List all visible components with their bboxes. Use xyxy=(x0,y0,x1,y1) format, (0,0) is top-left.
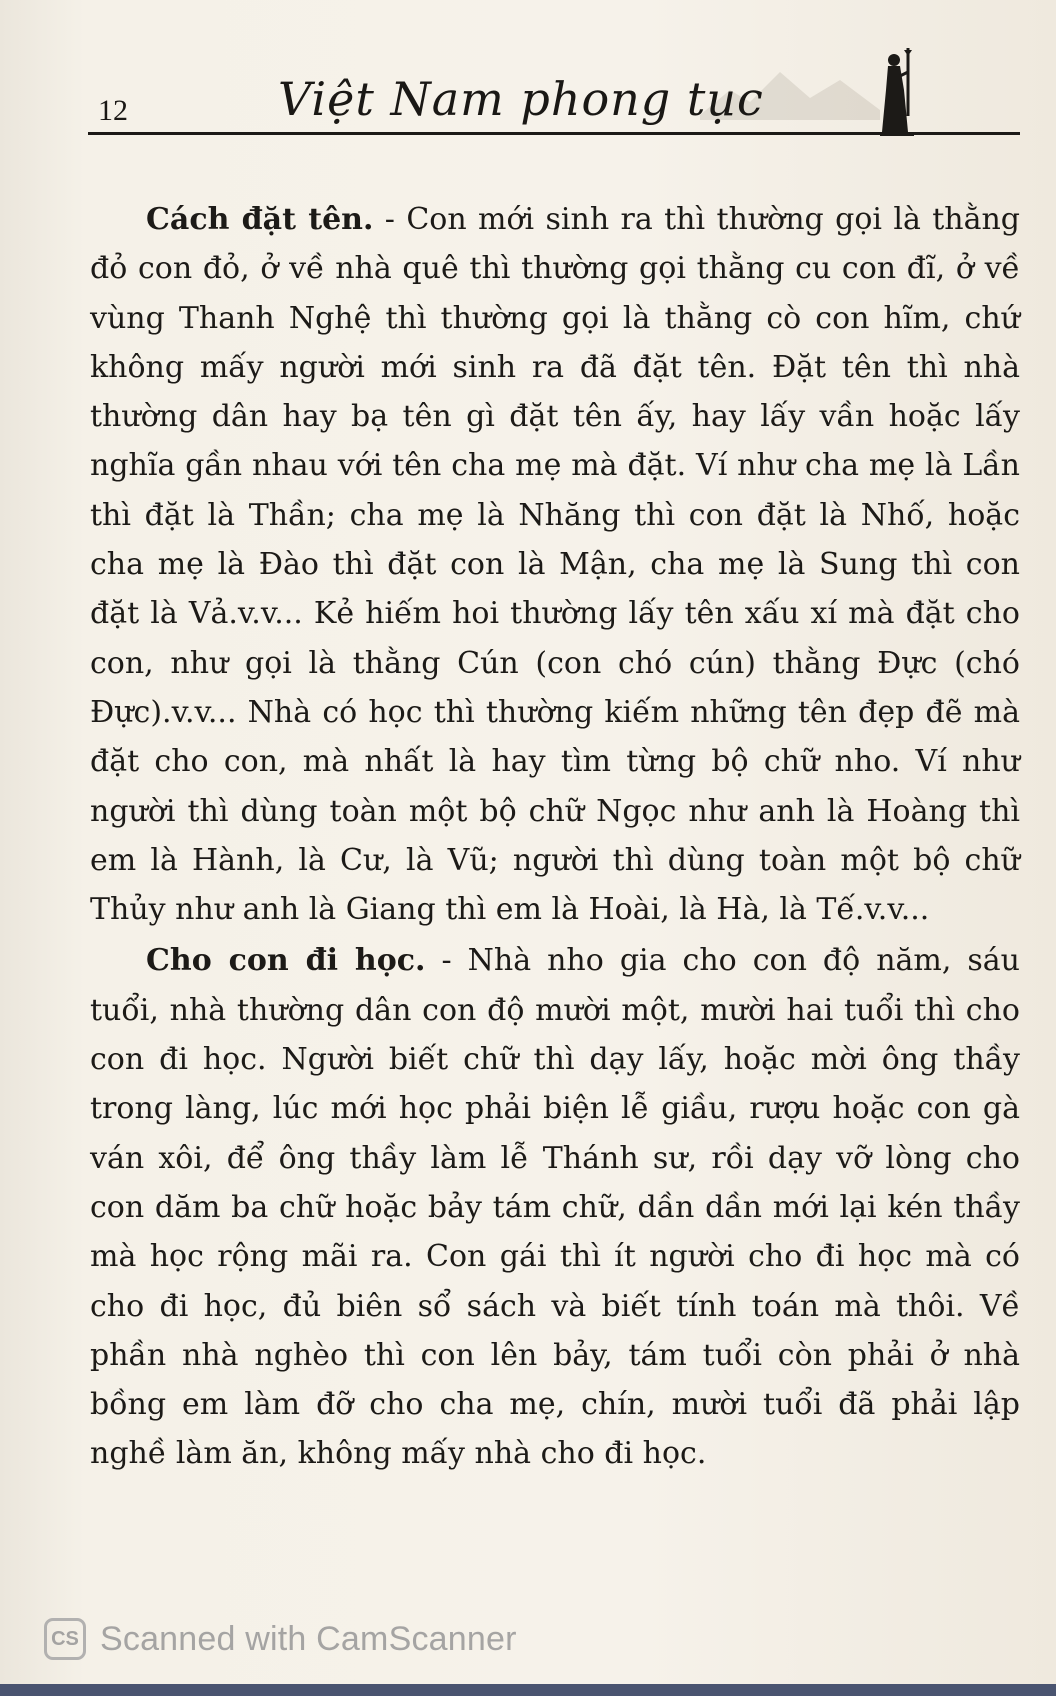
paragraph-heading: Cách đặt tên. xyxy=(146,202,374,237)
header-rule xyxy=(88,132,1020,135)
paragraph-heading: Cho con đi học. xyxy=(146,943,426,979)
paragraph-text: - Nhà nho gia cho con độ năm, sáu tuổi, nhà thường dân con độ mười một, mười hai tuổi thì cho con đi học. Người biết chữ thì dạy lấy, hoặc mời ông thầy trong làng, lúc mới học phải biện lễ giầu, rượu hoặc con gà ván xôi, để ông thầy làm lễ Thánh sư, rồi dạy vỡ lòng cho con dăm ba chữ hoặc bảy tám chữ, dần dần mới lại kén thầy mà học rộng mãi ra. Con gái thì ít người cho đi học mà có cho đi học, đủ biên sổ sách và biết tính toán mà thôi. Về phần nhà nghèo thì con lên bảy, tám tuổi còn phải ở nhà bồng em làm đỡ cho cha mẹ, chín, mười tuổi đã phải lập nghề làm ăn, không mấy nhà cho đi học. xyxy=(90,943,1020,1472)
paragraph-text: - Con mới sinh ra thì thường gọi là thằng đỏ con đỏ, ở về nhà quê thì thường gọi thằng cu con đĩ, ở về vùng Thanh Nghệ thì thường gọi là thằng cò con hĩm, chứ không mấy người mới sinh ra đã đặt tên. Đặt tên thì nhà thường dân hay bạ tên gì đặt tên ấy, hay lấy vần hoặc lấy nghĩa gần nhau với tên cha mẹ mà đặt. Ví như cha mẹ là Lần thì đặt là Thần; cha mẹ là Nhăng thì con đặt là Nhố, hoặc cha mẹ là Đào thì đặt con là Mận, cha mẹ là Sung thì con đặt là Vả.v.v... Kẻ hiếm hoi thường lấy tên xấu xí mà đặt cho con, như gọi là thằng Cún (con chó cún) thằng Đực (chó Đực).v.v... Nhà có học thì thường kiếm những tên đẹp đẽ mà đặt cho con, mà nhất là hay tìm từng bộ chữ nho. Ví như người thì dùng toàn một bộ chữ Ngọc như anh là Hoàng thì em là Hành, là Cư, là Vũ; người thì dùng toàn một bộ chữ Thủy như anh là Giang thì em là Hoài, là Hà, là Tế.v.v... xyxy=(90,202,1020,928)
camscanner-watermark xyxy=(44,1614,517,1664)
camscanner-logo-icon: CS xyxy=(44,1618,86,1660)
paragraph-schooling xyxy=(90,936,1020,1478)
scan-bottom-edge xyxy=(0,1684,1056,1696)
scanner-label: Scanned with CamScanner xyxy=(100,1619,517,1658)
scholar-figure-icon xyxy=(878,46,922,138)
paragraph-naming xyxy=(90,195,1020,934)
page-header xyxy=(88,72,1020,142)
body-text xyxy=(90,195,1020,1481)
page-number: 12 xyxy=(98,94,128,127)
running-title: Việt Nam phong tục xyxy=(278,72,764,126)
